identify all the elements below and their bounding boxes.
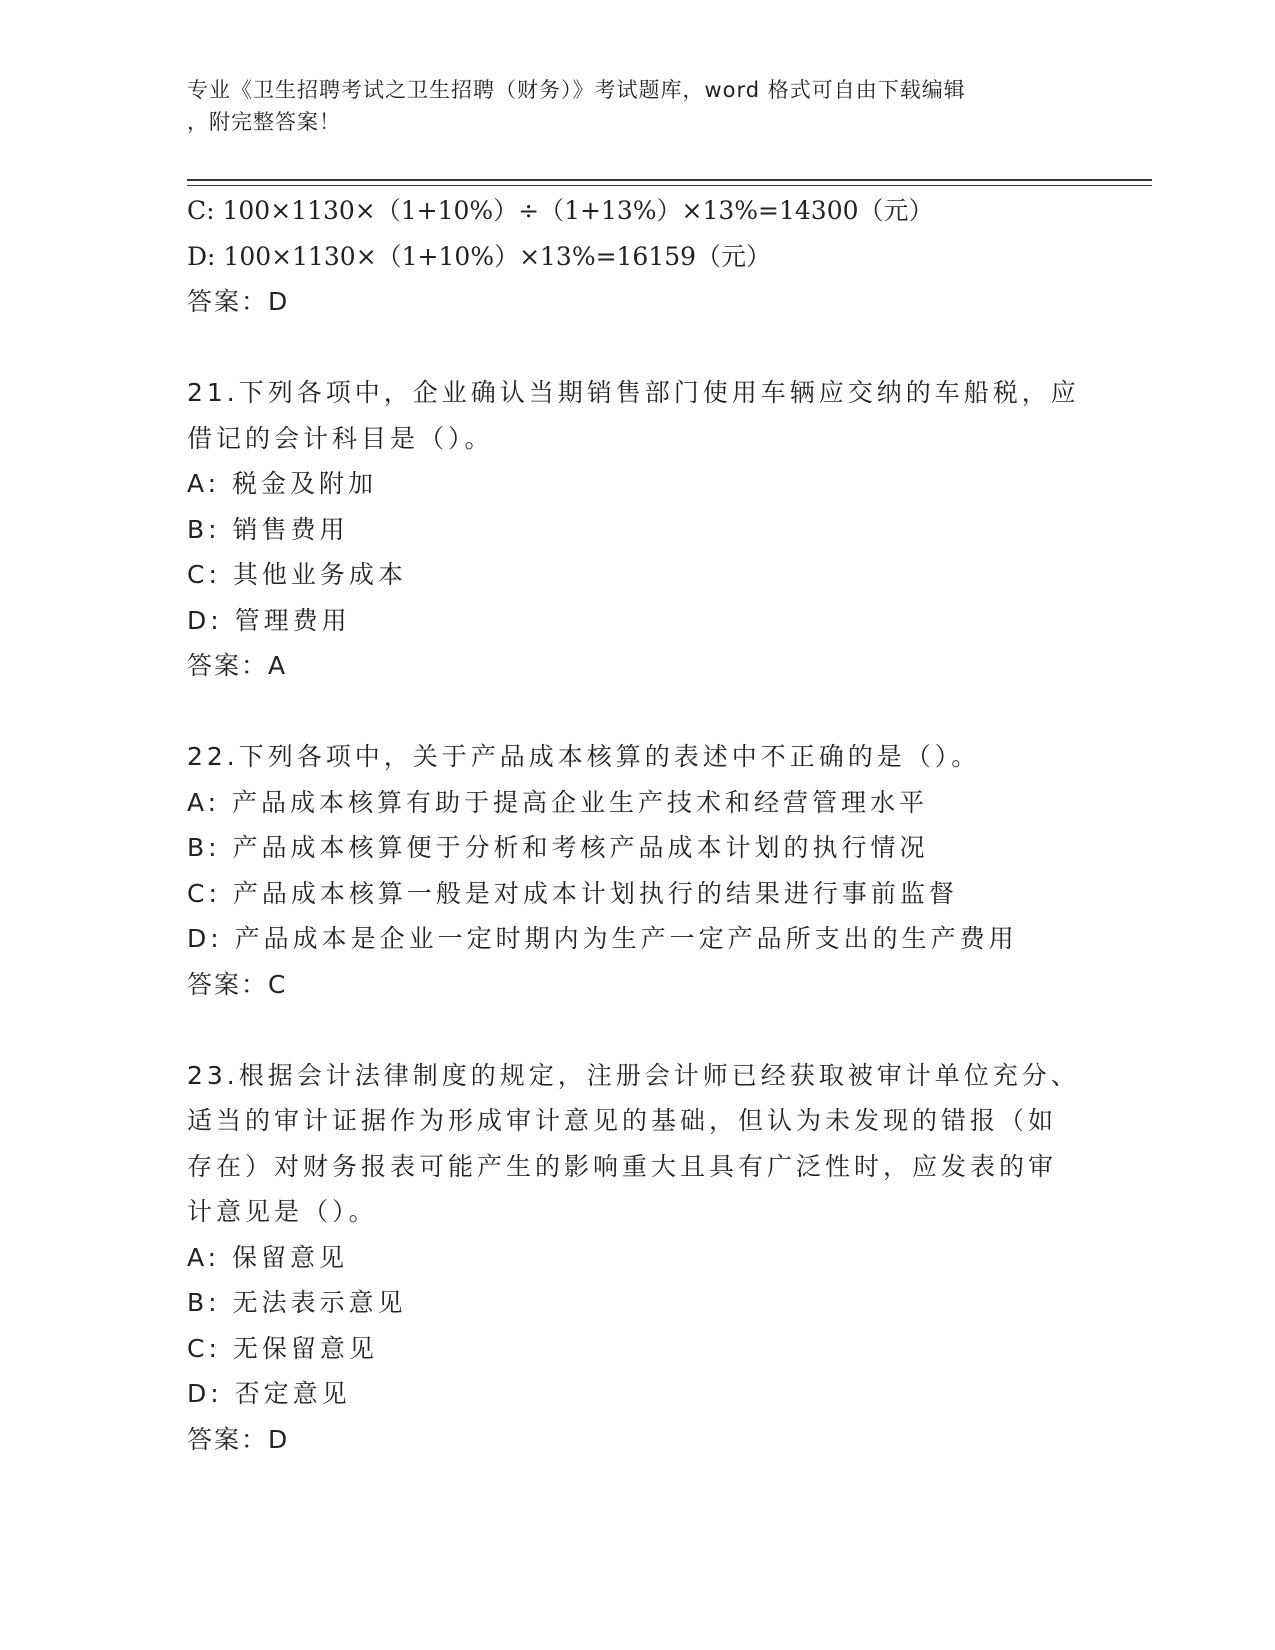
spacer [187,1007,1077,1053]
option-b: B: 无法表示意见 [187,1288,407,1317]
question-21 [187,370,1080,689]
question-text: 23.根据会计法律制度的规定，注册会计师已经获取被审计单位充分、 [187,1060,1080,1090]
option-a: A: 产品成本核算有助于提高企业生产技术和经营管理水平 [187,787,929,817]
option-c: C: 产品成本核算一般是对成本计划执行的结果进行事前监督 [187,878,958,908]
option-d: D: 100×1130×（1+10%）×13%=16159（元） [187,241,772,271]
option-a: A: 税金及附加 [187,469,378,498]
page-header [187,74,1067,138]
option-c: C: 无保留意见 [187,1333,378,1363]
option-c: C: 100×1130×（1+10%）÷（1+13%）×13%=14300（元） [187,196,934,225]
header-rule-thin [187,185,1152,186]
question-text: 借记的会计科目是（）。 [187,423,494,453]
answer-line: 答案：A [187,651,288,680]
option-d: D: 否定意见 [187,1379,351,1408]
option-d: D: 管理费用 [187,605,351,635]
option-a: A: 保留意见 [187,1242,349,1272]
question-23 [187,1053,1080,1463]
question-text: 22.下列各项中，关于产品成本核算的表述中不正确的是（）。 [187,742,981,771]
option-d: D: 产品成本是企业一定时期内为生产一定产品所支出的生产费用 [187,924,1018,953]
option-c: C: 其他业务成本 [187,560,407,589]
answer-line: 答案：D [187,287,290,316]
header-line-1: 专业《卫生招聘考试之卫生招聘（财务）》考试题库，word 格式可自由下载编辑 [187,78,966,102]
answer-line: 答案：D [187,1424,290,1454]
question-text: 计意见是（）。 [187,1197,378,1226]
question-content [187,188,1080,1462]
question-text: 适当的审计证据作为形成审计意见的基础，但认为未发现的错报（如 [187,1106,1058,1135]
spacer [187,325,1077,371]
option-b: B: 产品成本核算便于分析和考核产品成本计划的执行情况 [187,833,929,862]
option-b: B: 销售费用 [187,514,349,544]
answer-line: 答案：C [187,969,288,999]
spacer [187,689,1077,735]
header-rule-thick [187,179,1152,181]
header-line-2: ，附完整答案！ [187,110,341,134]
question-text: 存在）对财务报表可能产生的影响重大且具有广泛性时，应发表的审 [187,1151,1058,1181]
question-22 [187,734,1077,1007]
question-text: 21.下列各项中，企业确认当期销售部门使用车辆应交纳的车船税，应 [187,378,1080,407]
